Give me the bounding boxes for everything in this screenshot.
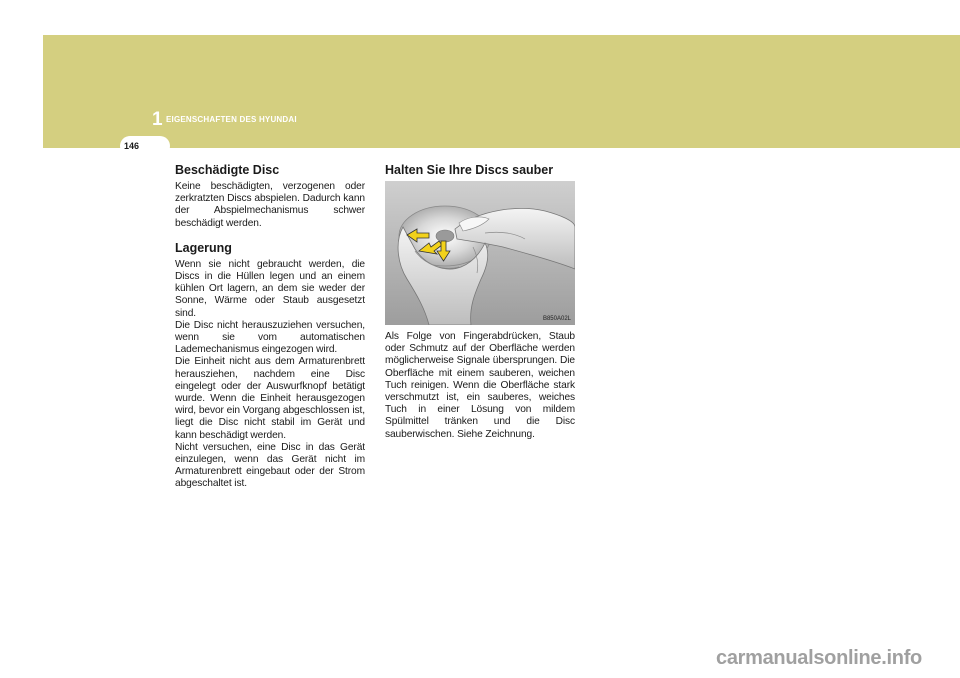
storage-paragraph: Nicht versuchen, eine Disc in das Gerät einzulegen, wenn das Gerät nicht im Armaturenbrett eingebaut oder der Strom abgeschaltet ist. <box>175 441 365 490</box>
page-number: 146 <box>124 141 140 151</box>
chapter-number: 1 <box>152 109 163 130</box>
figure-code: B850A02L <box>542 316 571 322</box>
cleaning-caption: Als Folge von Fingerabdrücken, Staub oder Schmutz auf der Oberfläche werden möglicherweise Signale übersprungen. Die Oberfläche mit einem sauberen, weichen Tuch reinigen. Wenn die Oberfläche stark verschmutzt ist, ein sauberes, weiches Tuch in einer Lösung von mildem Spülmittel tränken und die Disc sauberwischen. Siehe Zeichnung. <box>385 331 575 440</box>
watermark: carmanualsonline.info <box>716 647 922 669</box>
damaged-disc-text: Keine beschädigten, verzogenen oder zerkratzten Discs abspielen. Dadurch kann der Abspielmechanismus schwer beschädigt werden. <box>175 181 365 229</box>
heading-keep-discs-clean: Halten Sie Ihre Discs sauber <box>385 163 554 177</box>
right-column <box>385 163 575 441</box>
hands-holding-disc-illustration <box>385 181 575 325</box>
heading-damaged-disc: Beschädigte Disc <box>175 163 280 177</box>
header-band <box>43 35 960 148</box>
disc-cleaning-illustration <box>385 181 575 325</box>
heading-storage: Lagerung <box>175 240 232 255</box>
storage-paragraph: Wenn sie nicht gebraucht werden, die Discs in die Hüllen legen und an einem kühlen Ort lagern, an dem sie weder der Sonne, Wärme oder Staub ausgesetzt sind. <box>175 258 365 319</box>
left-column <box>175 163 365 491</box>
chapter-title: EIGENSCHAFTEN DES HYUNDAI <box>166 115 297 124</box>
storage-paragraph: Die Disc nicht herauszuziehen versuchen, wenn sie vom automatischen Lademechanismus eingezogen wird. <box>175 319 365 356</box>
storage-paragraph: Die Einheit nicht aus dem Armaturenbrett herausziehen, nachdem eine Disc eingelegt oder der Auswurfknopf betätigt wurde. Wenn die Einheit herausgezogen wird, bevor ein Vorgang abgeschlossen ist, liegt die Disc nicht stabil im Gerät und kann beschädigt werden. <box>175 356 365 441</box>
